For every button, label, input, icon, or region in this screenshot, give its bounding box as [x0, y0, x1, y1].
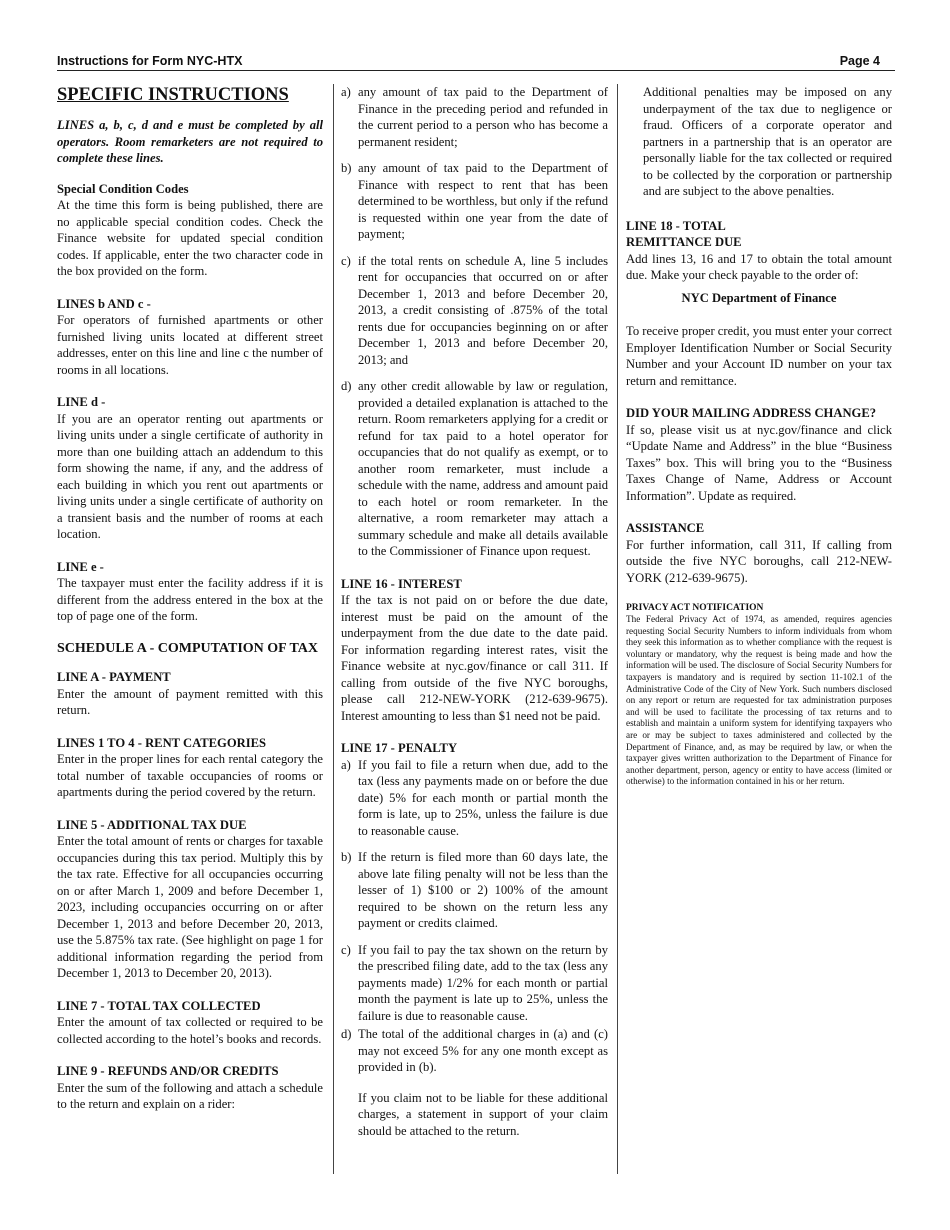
list-item — [341, 160, 608, 243]
column-2 — [341, 84, 608, 1155]
list-item — [341, 757, 608, 840]
penalty-heading: LINE 17 - PENALTY — [341, 741, 458, 755]
list-item — [341, 378, 608, 560]
item-text: any amount of tax paid to the Department of Finance in the preceding period and refunded in the current period to a person who has become a permanent resident; — [358, 85, 608, 149]
payee-name: NYC Department of Finance — [681, 290, 837, 305]
section-heading: PRIVACY ACT NOTIFICATION — [626, 603, 764, 613]
item-label: b) — [341, 850, 352, 864]
section-line-16-interest — [341, 576, 608, 725]
list-item — [341, 942, 608, 1025]
credit-note: To receive proper credit, you must enter your correct Employer Identification Number or Social Security Number and your Account ID number on your tax return and remittance. — [626, 324, 892, 388]
section-body: Enter the sum of the following and attach a schedule to the return and explain on a rider: — [57, 1080, 323, 1111]
section-heading: ASSISTANCE — [626, 521, 705, 535]
column-1 — [57, 84, 323, 1129]
section-heading: LINE e - — [57, 559, 104, 574]
item-label: c) — [341, 253, 351, 268]
penalty-note: If you claim not to be liable for these additional charges, a statement in support of your claim should be attached to the return. — [358, 1090, 608, 1138]
column-3 — [626, 84, 892, 788]
item-label: a) — [341, 85, 351, 99]
section-body: Enter the amount of payment remitted with this return. — [57, 686, 323, 717]
section-heading: LINE 5 - ADDITIONAL TAX DUE — [57, 817, 247, 832]
line-18-heading-cont: REMITTANCE DUE — [626, 235, 742, 249]
list-item — [341, 84, 608, 150]
item-text: if the total rents on schedule A, line 5 includes rent for occupancies that occurred on or after December 1, 2013 and before December 20, 2013, a credit consisting of .875% of the total rents due for occupancies beginning on or after December 1, 2013 and before December 20, 2013; and — [358, 253, 608, 367]
item-text: any other credit allowable by law or regulation, provided a detailed explanation is attached to the return. Room remarketers applying for a credit or refund for tax paid to a hotel operator for occupancies that do not qualify as exempt, or to another room remarketer, must include a schedule with the name, address and amount paid to each hotel or room remarketer. In the alternative, a room remarketer may attach a summary schedule and make all details available to the Commissioner of Finance upon request. — [358, 379, 608, 558]
section-heading: LINES b AND c - — [57, 296, 151, 311]
section-line-9 — [57, 1063, 323, 1113]
specific-instructions-title: SPECIFIC INSTRUCTIONS — [57, 85, 289, 105]
line-18-body: Add lines 13, 16 and 17 to obtain the total amount due. Make your check payable to the order of: — [626, 251, 892, 282]
column-divider — [333, 84, 334, 1174]
section-body: If you are an operator renting out apartments or living units under a single certificate of authority in more than one building attach an addendum to this form showing the name, if any, and the address of each building in which you rent out apartments or living units under a single certificate of authority on a transient basis and the number of rooms at each location. — [57, 411, 323, 541]
section-body: The taxpayer must enter the facility address if it is different from the address entered in the box at the top of page one of the form. — [57, 576, 323, 623]
column-divider — [617, 84, 618, 1174]
section-heading: DID YOUR MAILING ADDRESS CHANGE? — [626, 406, 877, 420]
section-body: At the time this form is being published, there are no applicable special condition codes. Check the Finance website for updated special condition codes. If applicable, enter the two character code in the box provided on the form. — [57, 198, 323, 278]
section-body: For operators of furnished apartments or other furnished living units located at different street addresses, enter on this line and line c the number of rooms in all locations. — [57, 313, 323, 377]
section-body: If so, please visit us at nyc.gov/finance and click “Update Name and Address” in the blue “Business Taxes” box. This will bring you to the “Business Taxes Change of Name, Address or Account Information”. Update as required. — [626, 422, 892, 503]
section-assistance — [626, 520, 892, 586]
section-body: If the tax is not paid on or before the due date, interest must be paid on the amount of the underpayment from the due date to the date paid. For information regarding interest rates, visit the Finance website at nyc.gov/finance or call 311. If calling from outside of the five NYC boroughs, please call 212-NEW-YORK (212-639-9675). Interest amounting to less than $1 need not be paid. — [341, 593, 608, 723]
section-heading: LINE 9 - REFUNDS AND/OR CREDITS — [57, 1064, 279, 1078]
section-body: Enter the amount of tax collected or required to be collected according to the hotel’s books and records. — [57, 1015, 323, 1046]
section-body: For further information, call 311, If calling from outside the five NYC boroughs, call 212-NEW-YORK (212-639-9675). — [626, 537, 892, 585]
list-item — [341, 849, 608, 932]
section-heading: LINES 1 TO 4 - RENT CATEGORIES — [57, 735, 267, 750]
section-heading: Special Condition Codes — [57, 181, 189, 196]
section-address-change — [626, 405, 892, 504]
item-text: If you fail to pay the tax shown on the return by the prescribed filing date, add to the tax (less any payments made) 1/2% for each month or partial month the payment is late up to 25%, unless the failure is due to reasonable cause. — [358, 942, 608, 1023]
item-label: d) — [341, 379, 352, 393]
penalty-continuation: Additional penalties may be imposed on any underpayment of the tax due to negligence or fraud. Officers of a corporate operator and partners in a partnership that is an operator are personally liable for the tax collected or required to be collected by the corporation or partnership and are subject to the above penalties. — [643, 85, 892, 198]
section-heading: LINE 7 - TOTAL TAX COLLECTED — [57, 998, 261, 1013]
section-special-condition-codes — [57, 181, 323, 280]
item-label: c) — [341, 942, 351, 957]
form-title: Instructions for Form NYC-HTX — [57, 54, 243, 68]
intro-note: LINES a, b, c, d and e must be completed by all operators. Room remarketers are not required to complete these lines. — [57, 118, 323, 165]
section-line-5 — [57, 817, 323, 982]
section-body: Enter in the proper lines for each rental category the total number of taxable occupancies of rooms or apartments during the period covered by the return. — [57, 752, 323, 799]
schedule-a-title: SCHEDULE A - COMPUTATION OF TAX — [57, 640, 318, 656]
section-line-a-payment — [57, 669, 323, 719]
page-number: Page 4 — [839, 54, 880, 68]
item-text: any amount of tax paid to the Department of Finance with respect to rent that has been determined to be worthless, but only if the refund is requested within one year from the date of payment; — [358, 161, 608, 241]
section-line-7 — [57, 998, 323, 1048]
item-label: d) — [341, 1027, 352, 1041]
section-rent-categories — [57, 735, 323, 801]
section-line-d — [57, 394, 323, 543]
item-label: b) — [341, 161, 352, 175]
item-text: If the return is filed more than 60 days late, the above late filing penalty will not be less than the lesser of 1) $100 or 2) 100% of the amount required to be shown on the return less any payment or credits claimed. — [358, 850, 608, 930]
item-text: The total of the additional charges in (a) and (c) may not exceed 5% for any one month except as provided in (b). — [358, 1027, 608, 1074]
header-rule — [57, 70, 895, 71]
section-heading: LINE 16 - INTEREST — [341, 576, 462, 591]
item-label: a) — [341, 757, 351, 772]
section-lines-b-c — [57, 296, 323, 379]
section-body: The Federal Privacy Act of 1974, as amended, requires agencies requesting Social Security Numbers to inform individuals from whom they seek this information as to whether compliance with the request is voluntary or mandatory, why the request is being made and how the information will be used. The disclosure of Social Security Numbers for taxpayers is mandatory and is required by section 11-102.1 of the Administrative Code of the City of New York. Such numbers disclosed on any report or return are requested for tax administration purposes and will be used to facilitate the processing of tax returns and to establish and maintain a uniform system for identifying taxpayers who are or may be subject to taxes administered and collected by the Department of Finance, and, as may be required by law, or when the taxpayer gives written authorization to the Department of Finance for another department, person, agency or entity to have access (limited or otherwise) to the information contained in his or her return. — [626, 614, 892, 787]
list-item — [341, 253, 608, 369]
section-line-e — [57, 559, 323, 625]
list-item — [341, 1026, 608, 1076]
section-heading: LINE d - — [57, 395, 106, 409]
section-privacy-act — [626, 602, 892, 788]
section-heading: LINE A - PAYMENT — [57, 670, 171, 684]
line-18-heading: LINE 18 - TOTAL — [626, 218, 726, 233]
item-text: If you fail to file a return when due, add to the tax (less any payments made on or before the due date) 5% for each month or partial month the form is late, up to 25%, unless the failure is due to reasonable cause. — [358, 757, 608, 838]
section-body: Enter the total amount of rents or charges for taxable occupancies during this tax period. Multiply this by the tax rate. Effective for all occupancies occurring on or after March 1, 2009 and before December 1, 2023, including occupancies occurring on or after December 1, 2013 and before December 20, 2013, use the 5.875% tax rate. (See highlight on page 1 for additional information regarding the period from December 1, 2013 to December 20, 2013). — [57, 834, 323, 980]
